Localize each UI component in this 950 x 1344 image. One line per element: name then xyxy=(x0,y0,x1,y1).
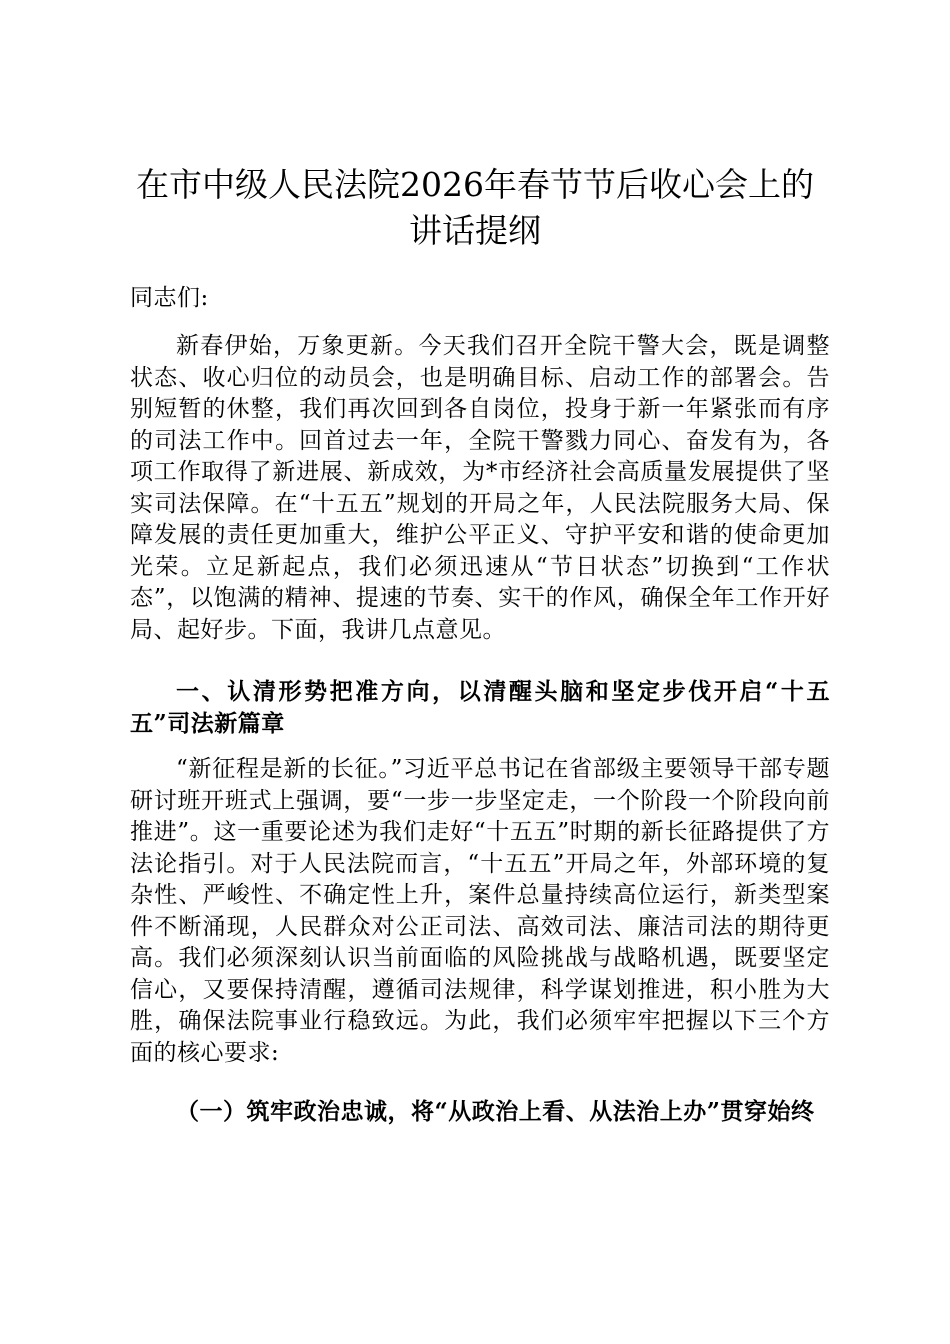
body-paragraph-2: “新征程是新的长征。”习近平总书记在省部级主要领导干部专题研讨班开班式上强调，要“一步一步坚定走，一个阶段一个阶段向前推进”。这一重要论述为我们走好“十五五”时期的新长征路提供了方法论指引。对于人民法院而言，“十五五”开局之年，外部环境的复杂性、严峻性、不确定性上升，案件总量持续高位运行，新类型案件不断涌现，人民群众对公正司法、高效司法、廉洁司法的期待更高。我们必须深刻认识当前面临的风险挑战与战略机遇，既要坚定信心，又要保持清醒，遵循司法规律，科学谋划推进，积小胜为大胜，确保法院事业行稳致远。为此，我们必须牢牢把握以下三个方面的核心要求: xyxy=(130,756,830,1066)
salutation: 同志们: xyxy=(130,285,209,311)
body-paragraph-1: 新春伊始，万象更新。今天我们召开全院干警大会，既是调整状态、收心归位的动员会，也是明确目标、启动工作的部署会。告别短暂的休整，我们再次回到各自岗位，投身于新一年紧张而有序的司法工作中。回首过去一年，全院干警戮力同心、奋发有为，各项工作取得了新进展、新成效，为*市经济社会高质量发展提供了坚实司法保障。在“十五五”规划的开局之年，人民法院服务大局、保障发展的责任更加重大，维护公平正义、守护平安和谐的使命更加光荣。立足新起点，我们必须迅速从“节日状态”切换到“工作状态”，以饱满的精神、提速的节奏、实干的作风，确保全年工作开好局、起好步。下面，我讲几点意见。 xyxy=(130,333,830,643)
subsection-heading-1: （一）筑牢政治忠诚，将“从政治上看、从法治上办”贯穿始终 xyxy=(176,1098,815,1125)
section-heading-1: 一、认清形势把准方向，以清醒头脑和坚定步伐开启“十五五”司法新篇章 xyxy=(130,678,830,737)
document-title: 在市中级人民法院2026年春节节后收心会上的讲话提纲 xyxy=(136,165,814,250)
